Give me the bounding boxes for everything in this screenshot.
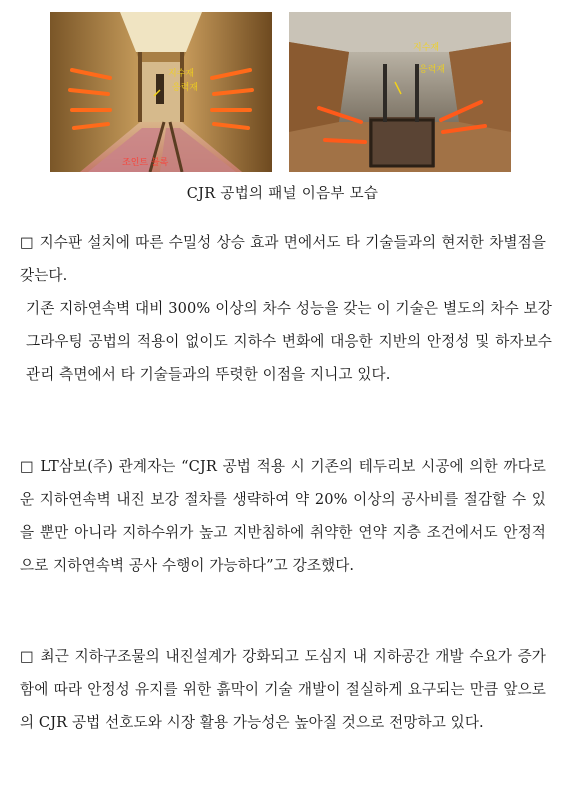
paragraph-3: □ LT삼보(주) 관계자는 “CJR 공법 적용 시 기존의 테두리보 시공에 의한 까다로운 지하연속벽 내진 보강 절차를 생략하여 약 20% 이상의 공사비를 절감할 수 있을 뿐만 아니라 지하수위가 높고 지반침하에 취약한 연약 지층 조건에서도 안정적으로 지하연속벽 공사 수행이 가능하다”고 강조했다.	[20, 458, 546, 574]
label-joint-block: 조인트 블록	[122, 158, 169, 168]
figure-caption: CJR 공법의 패널 이음부 모습	[186, 186, 379, 202]
joint-illustration	[289, 12, 511, 172]
label-elastic-right: 응력재	[419, 65, 446, 75]
photo-panel-joint-trench	[50, 12, 272, 172]
paragraph-2: 기존 지하연속벽 대비 300% 이상의 차수 성능을 갖는 이 기술은 별도의 차수 보강 그라우팅 공법의 적용이 없이도 지하수 변화에 대응한 지반의 안정성 및 하자보수 관리 측면에서 타 기술들과의 뚜렷한 이점을 지니고 있다.	[26, 300, 552, 383]
photo-panel-joint-top-view	[289, 12, 511, 172]
paragraph-1: □ 지수판 설치에 따른 수밀성 상승 효과 면에서도 타 기술들과의 현저한 차별점을 갖는다.	[20, 234, 546, 284]
trench-illustration	[50, 12, 272, 172]
label-waterstop-left: 지수재	[168, 69, 195, 79]
label-elastic-left: 응력재	[172, 83, 199, 93]
label-waterstop-right: 지수재	[413, 43, 440, 53]
paragraph-4: □ 최근 지하구조물의 내진설계가 강화되고 도심지 내 지하공간 개발 수요가 증가함에 따라 안정성 유지를 위한 흙막이 기술 개발이 절실하게 요구되는 만큼 앞으로의 CJR 공법 선호도와 시장 활용 가능성은 높아질 것으로 전망하고 있다.	[20, 648, 546, 731]
